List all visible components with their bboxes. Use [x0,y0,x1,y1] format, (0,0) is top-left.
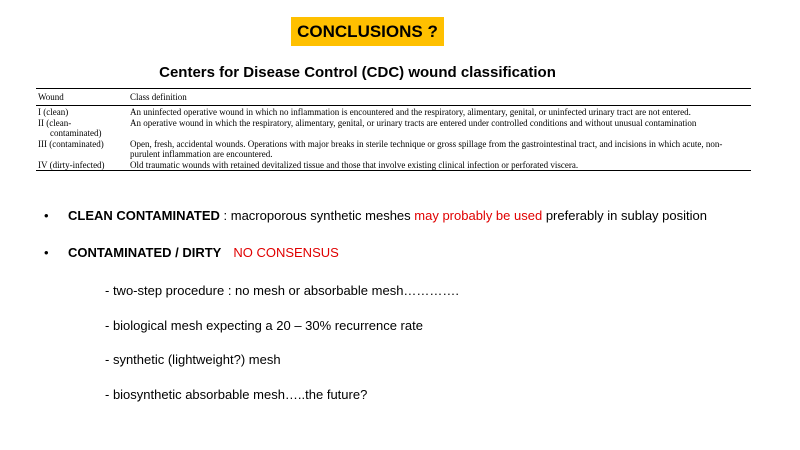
bullet-dot: • [44,208,49,223]
column-header-wound: Wound [38,92,64,102]
table-row [36,106,751,118]
bullet-text [68,208,707,223]
wound-class: III (contaminated) [38,139,104,149]
wound-class-line: II (clean- [38,118,72,128]
table-row [36,138,751,159]
class-definition: An uninfected operative wound in which no inflammation is encountered and the respiratory, alimentary, genital, or uninfected urinary tract are not entered. [130,107,691,117]
wound-class-line: contaminated) [50,128,102,138]
class-definition: Old traumatic wounds with retained devitalized tissue and those that involve existing clinical infection or perforated viscera. [130,160,579,170]
wound-class [36,117,128,138]
conclusions-heading: CONCLUSIONS ? [291,17,444,46]
table-header-row [36,89,751,106]
table-title: Centers for Disease Control (CDC) wound classification [159,64,556,81]
option-biological-mesh: - biological mesh expecting a 20 – 30% recurrence rate [105,318,423,333]
class-definition: Open, fresh, accidental wounds. Operations with major breaks in sterile technique or gross spillage from the gastrointestinal tract, and incisions in which acute, non-purulent inflammation are encountered. [130,139,723,159]
wound-class: I (clean) [38,107,69,117]
bullet-label: CLEAN CONTAMINATED [68,208,220,223]
bullet-dot: • [44,245,49,260]
class-definition: An operative wound in which the respiratory, alimentary, genital, or urinary tracts are entered under controlled conditions and without unusual contamination [130,118,697,128]
option-synthetic-mesh: - synthetic (lightweight?) mesh [105,352,281,367]
bullet-body: macroporous synthetic meshes [230,208,415,223]
table-row [36,117,751,138]
cdc-wound-classification-table [36,88,751,171]
table-row [36,159,751,171]
bullet-tail: preferably in sublay position [542,208,707,223]
column-header-class-definition: Class definition [130,92,187,102]
wound-class: IV (dirty-infected) [38,160,105,170]
bullet-text [68,245,339,260]
bullet-separator: : [219,208,231,223]
bullet-label: CONTAMINATED / DIRTY [68,245,222,260]
bullet-highlight: may probably be used [414,208,543,223]
option-biosynthetic-mesh: - biosynthetic absorbable mesh…..the future? [105,387,368,402]
option-two-step: - two-step procedure : no mesh or absorbable mesh…………. [105,283,460,298]
bullet-highlight: NO CONSENSUS [233,245,339,260]
